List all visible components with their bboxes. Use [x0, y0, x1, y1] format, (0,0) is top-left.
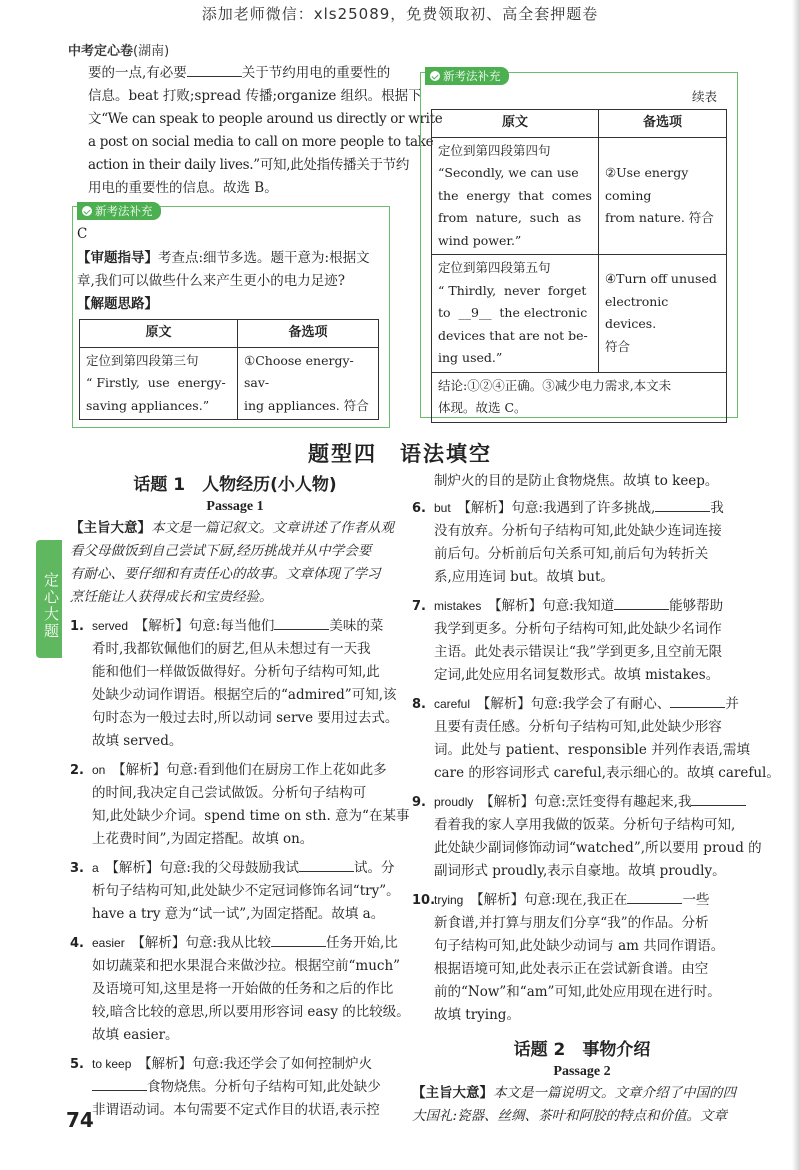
item-9: 9. proudly 【解析】句意:烹饪变得有趣起来,我 看着我的家人享用我做的饭菜。分析句子结构可知, 此处缺少副词修饰动词“watched”,所以要用 proud 的 副词形式 proudly,表示自豪地。故填 proudly。: [412, 794, 762, 879]
answer-blank: [187, 63, 242, 77]
summary-label: 【主旨大意】: [412, 1085, 493, 1101]
check-icon: [82, 206, 92, 216]
item-2: 2. on 【解析】句意:看到他们在厨房工作上花如此多 的时间,我决定自己尝试做饭。分析句子结构可 知,此处缺少介词。spend time on sth. 意为“在某事 上花费时间”,为固定搭配。故填 on。: [70, 762, 410, 847]
table-cell: ①Choose energy-sav- ing appliances. 符合: [238, 347, 379, 420]
table-cell: 定位到第四段第三句 “ Firstly, use energy- saving appliances.”: [80, 347, 238, 420]
table-cell: ④Turn off unused electronic devices. 符合: [598, 255, 726, 373]
continued-label: 续表: [691, 89, 717, 104]
guide-line: 【审题指导】考查点:细节多选。题干意为:根据文: [77, 250, 370, 266]
answer-letter: C: [77, 226, 88, 242]
continued-text: 制炉火的目的是防止食物烧焦。故填 to keep。: [434, 473, 719, 489]
table-header: 备选项: [238, 320, 379, 348]
table-header: 原文: [80, 320, 238, 348]
text-line: 文“We can speak to people around us directly or write: [88, 111, 443, 127]
thinking-label: 【解题思路】: [77, 296, 158, 312]
table-cell: 定位到第四段第五句 “ Thirdly, never forget to __9__ the electronic devices that are not be- ing used.”: [432, 255, 599, 373]
check-icon: [430, 71, 440, 81]
text-line: 用电的重要性的信息。故选 B。: [88, 180, 278, 196]
conclusion-cell: 结论:①②④正确。③减少电力需求,本文未 体现。故选 C。: [432, 372, 727, 422]
section-title: 题型四 语法填空: [308, 442, 492, 466]
text-line: 要的一点,有必要 关于节约用电的重要性的: [88, 65, 391, 81]
table-row: [80, 347, 379, 420]
table-row: [432, 372, 727, 422]
item-6: 6. but 【解析】句意:我遇到了许多挑战, 我 没有放弃。分析句子结构可知,此处缺少连词连接 前后句。分析前后句关系可知,前后句为转折关 系,应用连词 but。故填 but。: [412, 500, 724, 585]
text-line: 信息。beat 打败;spread 传播;organize 组织。根据下: [88, 88, 422, 104]
analysis-table: [79, 319, 379, 420]
item-3: 3. a 【解析】句意:我的父母鼓励我试 试。分 析句子结构可知,此处缺少不定冠词修饰名词“try”。 have a try 意为“试一试”,为固定搭配。故填 a。: [70, 860, 400, 922]
passage-label: Passage 1: [206, 499, 264, 514]
item-7: 7. mistakes 【解析】句意:我知道 能够帮助 我学到更多。分析句子结构可知,此处缺少名词作 主语。此处表示错误让“我”学到更多,且空前无限 定词,此处应用名词复数形式。故填 mistakes。: [412, 598, 724, 683]
text-line: a post on social media to call on more people to take: [88, 134, 434, 150]
topic-title: 话题 2 事物介绍: [513, 1040, 651, 1060]
passage-label: Passage 2: [553, 1064, 611, 1079]
table-header: 原文: [432, 110, 599, 138]
text-line: action in their daily lives.”可知,此处指传播关于节约: [88, 157, 410, 173]
top-left-column: [88, 62, 443, 200]
item-5: 5. to keep 【解析】句意:我还学会了如何控制炉火 食物烧焦。分析句子结构可知,此处缺少 非谓语动词。本句需要不定式作目的状语,表示控: [70, 1056, 381, 1118]
guide-line: 章,我们可以做些什么来产生更小的电力足迹?: [77, 273, 346, 289]
table-cell: ②Use energy coming from nature. 符合: [598, 137, 726, 255]
summary-block: 【主旨大意】本文是一篇记叙文。文章讲述了作者从观 看父母做饭到自己尝试下厨,经历挑战并从中学会要 有耐心、要仔细和有责任心的故事。文章体现了学习 烹饪能让人获得成长和宝贵经验。: [70, 520, 394, 605]
item-1: 1. served 【解析】句意:每当他们 美味的菜 肴时,我都钦佩他们的厨艺,但从未想过有一天我 能和他们一样做饭做得好。分析句子结构可知,此 处缺少动词作谓语。根据空后的“admired”可知,该 句时态为一般过去时,所以动词 serve 要用过去式。 故填 served。: [70, 618, 399, 749]
summary-block: 【主旨大意】本文是一篇说明文。文章介绍了中国的四 大国礼:瓷器、丝绸、茶叶和阿胶的特点和价值。文章: [412, 1085, 736, 1124]
analysis-table-continued: [431, 109, 727, 423]
header-title: 中考定心卷: [68, 44, 134, 59]
table-row: [432, 137, 727, 255]
header-region: (湖南): [133, 44, 170, 59]
topic-title: 话题 1 人物经历(小人物): [133, 475, 337, 495]
summary-label: 【主旨大意】: [70, 520, 151, 536]
bottom-left-column: [70, 470, 410, 1122]
page-edge: [792, 0, 800, 1170]
supplement-box-right: [420, 69, 738, 418]
item-4: 4. easier 【解析】句意:我从比较 任务开始,比 如切蔬菜和把水果混合来做沙拉。根据空前“much” 及语境可知,这里是将一开始做的任务和之后的作比 较,暗含比较的意思,所以要用形容词 easy 的比较级。 故填 easier。: [70, 935, 410, 1043]
table-row: [432, 255, 727, 373]
side-tab: 定心大题: [36, 540, 62, 658]
top-banner: 添加老师微信：xls25089，免费领取初、高全套押题卷: [201, 5, 599, 23]
item-8: 8. careful 【解析】句意:我学会了有耐心、 并 且要有责任感。分析句子结构可知,此处缺少形容 词。此处与 patient、responsible 并列作表语,需填 care 的形容词形式 careful,表示细心的。故填 careful。: [412, 696, 780, 781]
table-cell: 定位到第四段第四句 “Secondly, we can use the energy that comes from nature, such as wind power.”: [432, 137, 599, 255]
page-number: 74: [66, 1108, 94, 1132]
table-header: 备选项: [598, 110, 726, 138]
supplement-tag: 新考法补充: [77, 202, 161, 220]
page-header: [68, 40, 169, 59]
bottom-right-column: [412, 470, 780, 1128]
supplement-tag: 新考法补充: [425, 67, 509, 85]
supplement-box-left: [72, 206, 390, 428]
item-10: 10.trying 【解析】句意:现在,我正在 一些 新食谱,并打算与朋友们分享“我”的作品。分析 句子结构可知,此处缺少动词与 am 共同作谓语。 根据语境可知,此处表示正在尝试新食谱。由空 前的“Now”和“am”可知,此处应用现在进行时。 故填 trying。: [412, 892, 725, 1023]
